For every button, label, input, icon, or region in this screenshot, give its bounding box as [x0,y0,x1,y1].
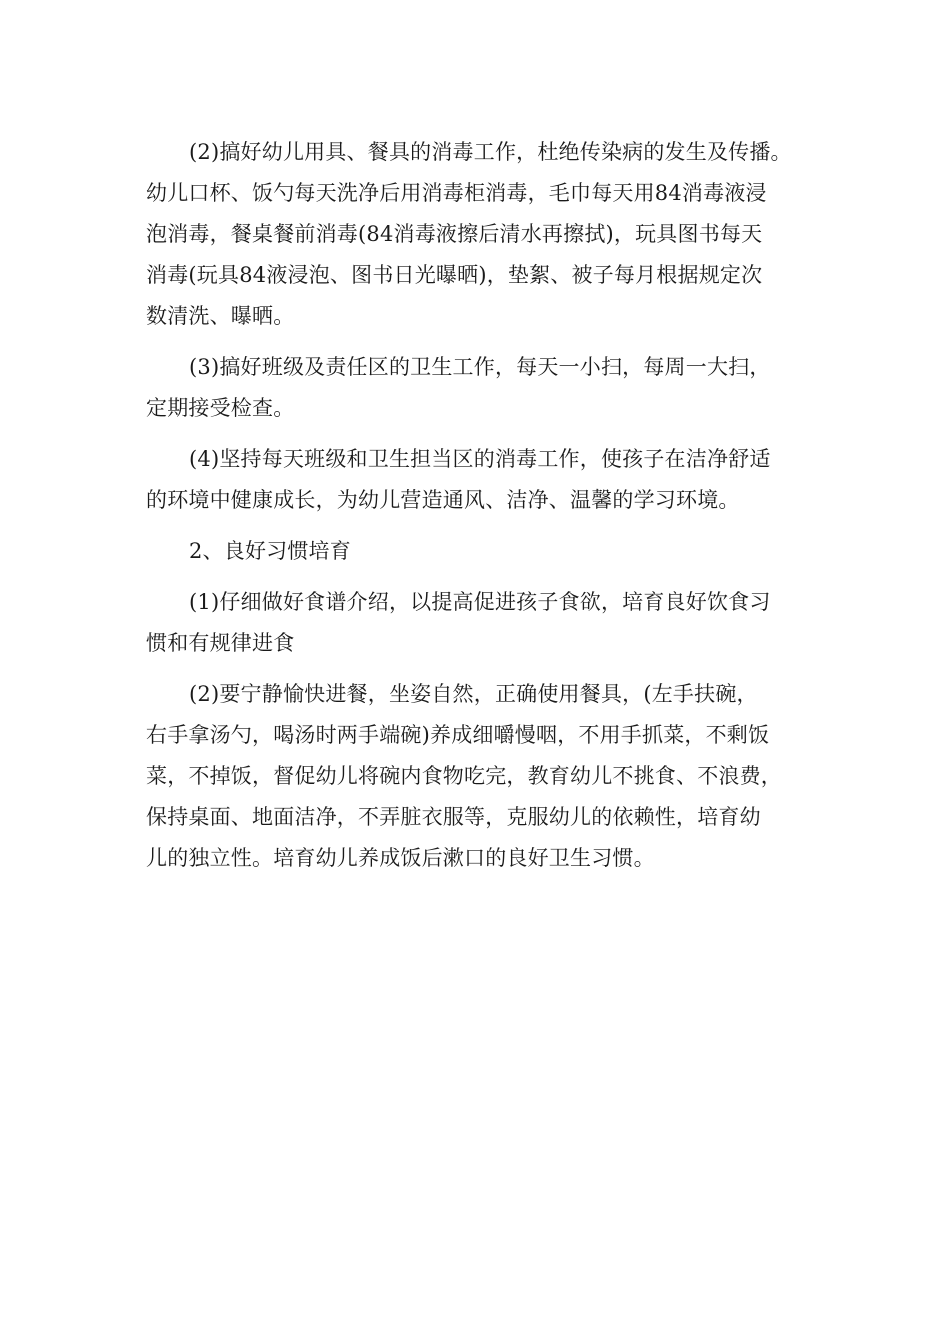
paragraph-line: 保持桌面、地面洁净，不弄脏衣服等，克服幼儿的依赖性，培育幼 [146,805,761,829]
paragraph-line: 泡消毒，餐桌餐前消毒(84消毒液擦后清水再擦拭)，玩具图书每天 [146,222,763,246]
paragraph-line: 惯和有规律进食 [146,631,295,655]
section-heading: 2、良好习惯培育 [189,539,351,563]
paragraph-line: 的环境中健康成长，为幼儿营造通风、洁净、温馨的学习环境。 [146,488,740,512]
paragraph-line: (4)坚持每天班级和卫生担当区的消毒工作，使孩子在洁净舒适 [189,447,771,471]
paragraph-line: (1)仔细做好食谱介绍，以提高促进孩子食欲，培育良好饮食习 [189,590,771,614]
paragraph-line: 右手拿汤勺，喝汤时两手端碗)养成细嚼慢咽，不用手抓菜，不剩饭 [146,723,770,747]
paragraph-line: 儿的独立性。培育幼儿养成饭后漱口的良好卫生习惯。 [146,846,655,870]
paragraph-line: 定期接受检查。 [146,396,295,420]
paragraph-line: 数清洗、曝晒。 [146,304,295,328]
document-body [146,132,812,879]
paragraph-line: 菜，不掉饭，督促幼儿将碗内食物吃完，教育幼儿不挑食、不浪费， [146,764,782,788]
paragraph-line: 幼儿口杯、饭勺每天洗净后用消毒柜消毒，毛巾每天用84消毒液浸 [146,181,767,205]
paragraph-line: (2)要宁静愉快进餐，坐姿自然，正确使用餐具，(左手扶碗， [189,682,758,706]
paragraph-line: (3)搞好班级及责任区的卫生工作，每天一小扫，每周一大扫， [189,355,771,379]
paragraph-line: (2)搞好幼儿用具、餐具的消毒工作，杜绝传染病的发生及传播。 [189,140,792,164]
paragraph-line: 消毒(玩具84液浸泡、图书日光曝晒)，垫絮、被子每月根据规定次 [146,263,763,287]
